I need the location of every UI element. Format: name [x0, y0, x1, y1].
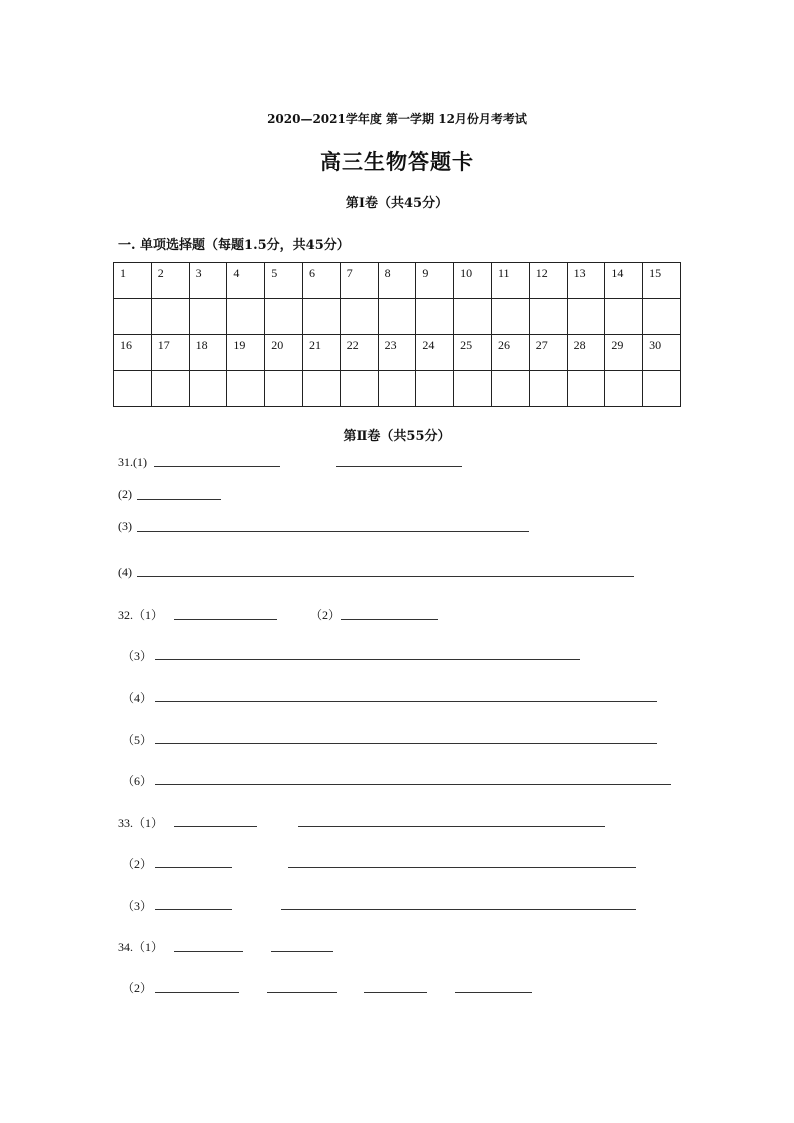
question-number-cell: 14	[605, 263, 643, 299]
q32-part6-label: （6）	[122, 774, 153, 788]
q34-part2-label: （2）	[122, 981, 153, 995]
answer-cell[interactable]	[529, 299, 567, 335]
question-number-row	[114, 263, 681, 299]
question-number-cell: 16	[114, 335, 152, 371]
question-number-cell: 23	[378, 335, 416, 371]
page-title: 高三生物答题卡	[320, 149, 474, 174]
answer-cell[interactable]	[643, 371, 681, 407]
question-number-cell: 12	[529, 263, 567, 299]
question-number-cell: 3	[189, 263, 227, 299]
q34-part2-blank-a[interactable]	[155, 992, 239, 993]
answer-cell[interactable]	[189, 371, 227, 407]
exam-header: 2020—2021学年度 第一学期 12月份月考考试	[267, 112, 527, 126]
question-number-cell: 30	[643, 335, 681, 371]
question-number-cell: 6	[302, 263, 340, 299]
q32-part2-blank[interactable]	[341, 619, 438, 620]
q31-part4-blank[interactable]	[137, 576, 634, 577]
q31-part1-blank-b[interactable]	[336, 466, 462, 467]
q34-part2-blank-b[interactable]	[267, 992, 337, 993]
answer-cell[interactable]	[378, 299, 416, 335]
q32-part4-blank[interactable]	[155, 701, 657, 702]
question-number-cell: 20	[265, 335, 303, 371]
question-number-cell: 25	[454, 335, 492, 371]
q33-part2-label: （2）	[122, 857, 153, 871]
q32-part3-label: （3）	[122, 649, 153, 663]
answer-cell[interactable]	[378, 371, 416, 407]
q33-part2-blank-b[interactable]	[288, 867, 636, 868]
answer-cell[interactable]	[454, 371, 492, 407]
question-number-cell: 26	[491, 335, 529, 371]
question-number-cell: 19	[227, 335, 265, 371]
q32-part1-blank[interactable]	[174, 619, 277, 620]
question-number-cell: 10	[454, 263, 492, 299]
answer-cell[interactable]	[605, 371, 643, 407]
answer-grid	[113, 262, 681, 407]
q34-part2-blank-d[interactable]	[455, 992, 532, 993]
question-number-cell: 7	[340, 263, 378, 299]
answer-row	[114, 371, 681, 407]
answer-cell[interactable]	[151, 299, 189, 335]
q34-part2-blank-c[interactable]	[364, 992, 427, 993]
question-number-cell: 9	[416, 263, 454, 299]
answer-cell[interactable]	[227, 371, 265, 407]
volume-2-title: 第Ⅱ卷（共55分）	[343, 429, 451, 444]
q33-part1-label: 33.（1）	[118, 816, 164, 830]
answer-cell[interactable]	[265, 371, 303, 407]
q33-part2-blank-a[interactable]	[155, 867, 232, 868]
q34-part1-blank-a[interactable]	[174, 951, 243, 952]
question-number-cell: 11	[491, 263, 529, 299]
question-number-cell: 8	[378, 263, 416, 299]
question-number-cell: 18	[189, 335, 227, 371]
question-number-cell: 2	[151, 263, 189, 299]
q33-part3-blank-a[interactable]	[155, 909, 232, 910]
q31-part1-blank-a[interactable]	[154, 466, 280, 467]
answer-cell[interactable]	[491, 299, 529, 335]
answer-cell[interactable]	[302, 299, 340, 335]
q34-part1-label: 34.（1）	[118, 940, 164, 954]
answer-cell[interactable]	[454, 299, 492, 335]
question-number-cell: 4	[227, 263, 265, 299]
q33-part3-blank-b[interactable]	[281, 909, 636, 910]
q32-part2-label: （2）	[310, 608, 341, 622]
volume-1-title: 第Ⅰ卷（共45分）	[345, 196, 449, 211]
answer-cell[interactable]	[114, 299, 152, 335]
answer-cell[interactable]	[114, 371, 152, 407]
answer-cell[interactable]	[189, 299, 227, 335]
q31-part2-blank[interactable]	[137, 499, 221, 500]
q32-part1-label: 32.（1）	[118, 608, 164, 622]
question-number-cell: 5	[265, 263, 303, 299]
answer-cell[interactable]	[340, 299, 378, 335]
answer-cell[interactable]	[416, 371, 454, 407]
q33-part1-blank-b[interactable]	[298, 826, 605, 827]
answer-cell[interactable]	[265, 299, 303, 335]
answer-cell[interactable]	[643, 299, 681, 335]
question-number-cell: 17	[151, 335, 189, 371]
answer-cell[interactable]	[605, 299, 643, 335]
q31-part1-label: 31.(1)	[118, 455, 147, 469]
question-number-row	[114, 335, 681, 371]
multiple-choice-heading: 一. 单项选择题（每题1.5分，共45分）	[118, 238, 350, 253]
answer-cell[interactable]	[491, 371, 529, 407]
q34-part1-blank-b[interactable]	[271, 951, 333, 952]
question-number-cell: 24	[416, 335, 454, 371]
question-number-cell: 15	[643, 263, 681, 299]
question-number-cell: 22	[340, 335, 378, 371]
q32-part5-label: （5）	[122, 733, 153, 747]
q31-part2-label: (2)	[118, 487, 132, 501]
question-number-cell: 21	[302, 335, 340, 371]
answer-cell[interactable]	[151, 371, 189, 407]
question-number-cell: 27	[529, 335, 567, 371]
q32-part4-label: （4）	[122, 691, 153, 705]
q32-part6-blank[interactable]	[155, 784, 671, 785]
q31-part3-label: (3)	[118, 519, 132, 533]
answer-cell[interactable]	[340, 371, 378, 407]
question-number-cell: 28	[567, 335, 605, 371]
answer-cell[interactable]	[227, 299, 265, 335]
q32-part3-blank[interactable]	[155, 659, 580, 660]
answer-cell[interactable]	[529, 371, 567, 407]
q33-part1-blank-a[interactable]	[174, 826, 257, 827]
q33-part3-label: （3）	[122, 899, 153, 913]
question-number-cell: 29	[605, 335, 643, 371]
answer-cell[interactable]	[567, 299, 605, 335]
answer-cell[interactable]	[416, 299, 454, 335]
question-number-cell: 13	[567, 263, 605, 299]
q32-part5-blank[interactable]	[155, 743, 657, 744]
q31-part4-label: (4)	[118, 565, 132, 579]
q31-part3-blank[interactable]	[137, 531, 529, 532]
question-number-cell: 1	[114, 263, 152, 299]
answer-cell[interactable]	[302, 371, 340, 407]
answer-row	[114, 299, 681, 335]
answer-cell[interactable]	[567, 371, 605, 407]
